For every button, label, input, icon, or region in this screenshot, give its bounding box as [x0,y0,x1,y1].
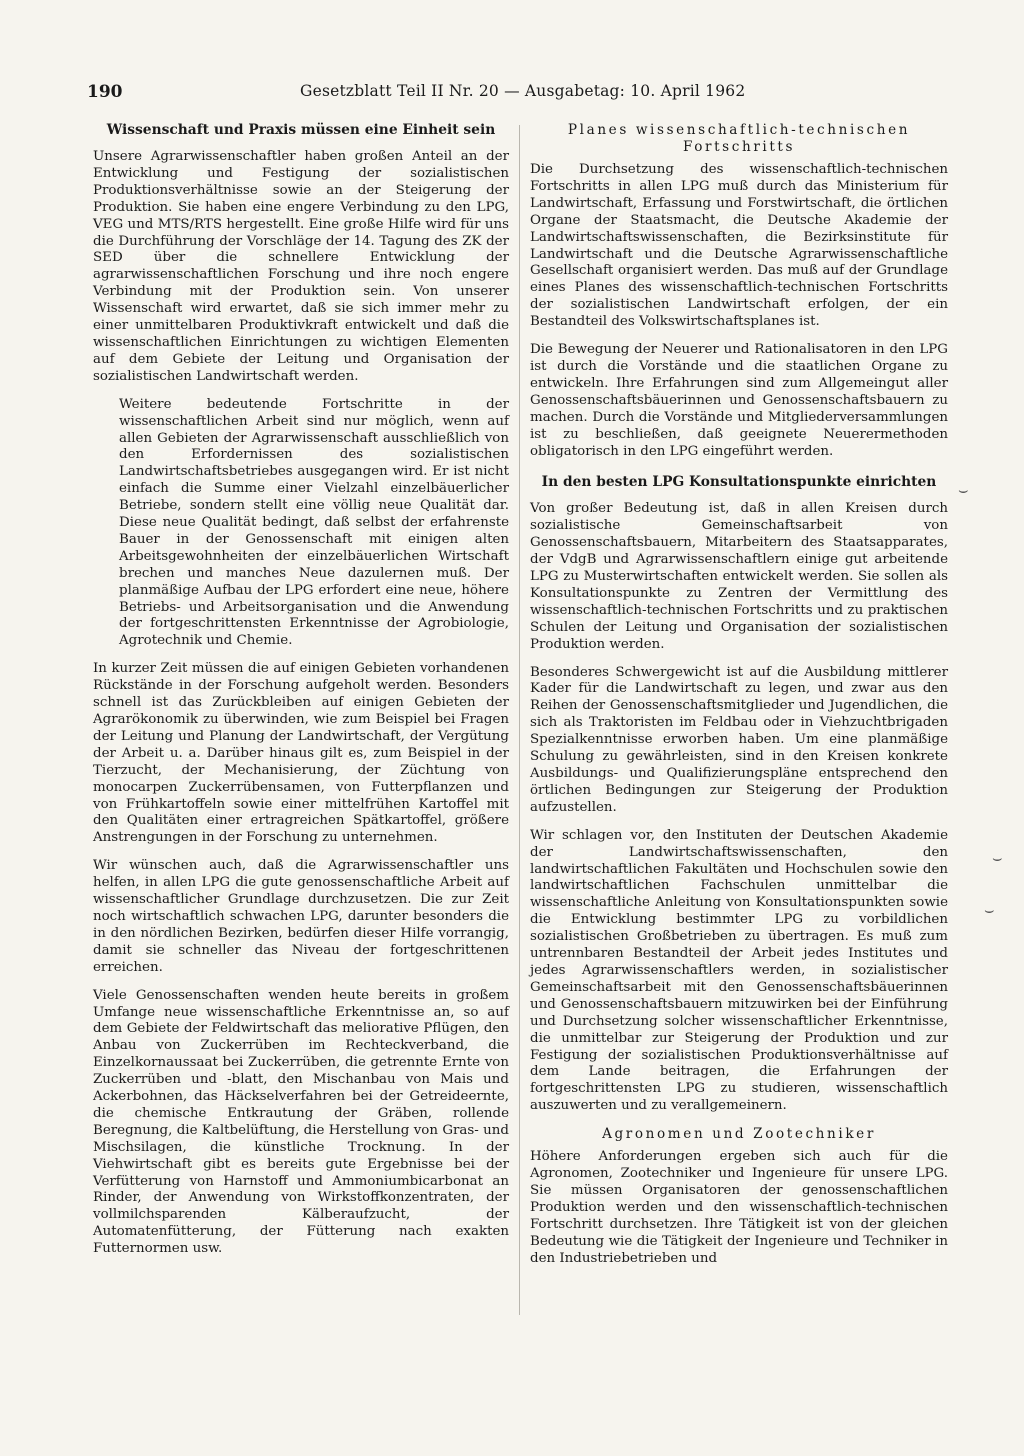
paragraph: Die Bewegung der Neuerer und Rationalisatoren in den LPG ist durch die Vorstände und die staatlichen Organe zu entwickeln. Ihre Erfahrungen sind zum Allgemeingut aller Genossenschaftsbäuerinnen und Genossenschaftsbauern zu machen. Durch die Vorstände und Mitgliederversammlungen ist zu beschließen, daß geeignete Neuerermethoden obligatorisch in den LPG eingeführt werden. [530,342,948,459]
section-heading: Agronomen und Zootechniker [602,1126,876,1143]
paragraph: Höhere Anforderungen ergeben sich auch für die Agronomen, Zootechniker und Ingenieure für unsere LPG. Sie müssen Organisatoren der genossenschaftlichen Produktion werden und den wissenschaftlich-technischen Fortschritt durchsetzen. Ihre Tätigkeit ist von der gleichen Bedeutung wie die Tätigkeit der Ingenieure und Techniker in den Industriebetrieben und [530,1149,948,1266]
page-number: 190 [87,82,123,102]
margin-mark: ⌣ [992,848,1003,867]
paragraph: Unsere Agrarwissenschaftler haben großen Anteil an der Entwicklung und Festigung der sozialistischen Produktionsverhältnisse sowie an der Steigerung der Produktion. Sie haben eine engere Verbindung zu den LPG, VEG und MTS/RTS hergestellt. Eine große Hilfe wird für uns die Durchführung der Vorschläge der 14. Tagung des ZK der SED über die schnellere Entwicklung der agrarwissenschaftlichen Forschung und ihre noch engere Verbindung mit der Produktion sein. Von unserer Wissenschaft wird erwartet, daß sie sich immer mehr zu einer unmittelbaren Produktivkraft entwickelt und daß die wissenschaftlichen Einrichtungen zu wichtigen Elementen auf dem Gebiete der Leitung und Organisation der sozialistischen Landwirtschaft werden. [93,149,509,384]
left-column [93,122,509,1269]
paragraph: In kurzer Zeit müssen die auf einigen Gebieten vorhandenen Rückstände in der Forschung aufgeholt werden. Besonders schnell ist das Zurückbleiben auf einigen Gebieten der Agrarökonomik zu überwinden, wie zum Beispiel bei Fragen der Leitung und Planung der Landwirtschaft, der Vergütung der Arbeit u. a. Darüber hinaus gilt es, zum Beispiel in der Tierzucht, der Mechanisierung, der Züchtung von monocarpen Zuckerrübensamen, von Futterpflanzen und von Frühkartoffeln sowie einer mittelfrühen Kartoffel mit den Qualitäten einer ertragreichen Spätkartoffel, größere Anstrengungen in der Forschung zu unternehmen. [93,661,509,846]
running-header: Gesetzblatt Teil II Nr. 20 — Ausgabetag: 10. April 1962 [300,82,746,100]
section-heading: Planes wissenschaftlich-technischen Fortschritts [567,122,911,155]
paragraph: Besonderes Schwergewicht ist auf die Ausbildung mittlerer Kader für die Landwirtschaft zu legen, und zwar aus den Reihen der Genossenschaftsmitglieder und Jugendlichen, die sich als Traktoristen im Feldbau oder in Viehzuchtbrigaden Spezialkenntnisse erworben haben. Um eine planmäßige Schulung zu gewährleisten, sind in den Kreisen konkrete Ausbildungs- und Qualifizierungspläne entsprechend den örtlichen Bedingungen zur Steigerung der Produktion aufzustellen. [530,664,948,815]
right-column [530,122,948,1278]
section-heading: In den besten LPG Konsultationspunkte einrichten [541,474,937,491]
section-heading: Wissenschaft und Praxis müssen eine Einheit sein [106,122,496,138]
margin-mark: ⌣ [984,900,995,919]
paragraph: Viele Genossenschaften wenden heute bereits in großem Umfange neue wissenschaftliche Erkenntnisse an, so auf dem Gebiete der Feldwirtschaft das meliorative Pflügen, den Anbau von Zuckerrüben im Rechteckverband, die Einzelkornaussaat bei Zuckerrüben, die getrennte Ernte von Zuckerrüben und -blatt, den Mischanbau von Mais und Ackerbohnen, das Häckselverfahren bei der Getreideernte, die chemische Entkrautung der Gräben, rollende Beregnung, die Kaltbelüftung, die Herstellung von Gras- und Mischsilagen, die künstliche Trocknung. In der Viehwirtschaft gibt es bereits gute Ergebnisse bei der Verfütterung von Harnstoff und Ammoniumbicarbonat an Rinder, der Anwendung von Wirkstoffkonzentraten, der vollmilchsparenden Kälberaufzucht, der Automatenfütterung, der Fütterung nach exakten Futternormen usw. [93,987,509,1257]
paragraph: Wir wünschen auch, daß die Agrarwissenschaftler uns helfen, in allen LPG die gute genossenschaftliche Arbeit auf wissenschaftlicher Grundlage durchzusetzen. Die zur Zeit noch wirtschaftlich schwachen LPG, darunter besonders die in den nördlichen Bezirken, bedürfen dieser Hilfe vorrangig, damit sie schneller das Niveau der fortgeschrittenen erreichen. [93,858,509,975]
paragraph: Weitere bedeutende Fortschritte in der wissenschaftlichen Arbeit sind nur möglich, wenn auf allen Gebieten der Agrarwissenschaft ausschließlich von den Erfordernissen des sozialistischen Landwirtschaftsbetriebes ausgegangen wird. Er ist nicht einfach die Summe einer Vielzahl einzelbäuerlicher Betriebe, sondern stellt eine völlig neue Qualität dar. Diese neue Qualität bedingt, daß selbst der erfahrenste Bauer in der Genossenschaft mit einigen alten Arbeitsgewohnheiten der einzelbäuerlichen Wirtschaft brechen und manches Neue dazulernen muß. Der planmäßige Aufbau der LPG erfordert eine neue, höhere Betriebs- und Arbeitsorganisation und die Anwendung der fortgeschrittensten Erkenntnisse der Agrobiologie, Agrotechnik und Chemie. [119,396,509,649]
indented-quote [93,397,509,651]
column-divider [519,125,520,1315]
paragraph: Von großer Bedeutung ist, daß in allen Kreisen durch sozialistische Gemeinschaftsarbeit von Genossenschaftsbauern, Mitarbeitern des Staatsapparates, der VdgB und Agrarwissenschaftlern einige gut arbeitende LPG zu Musterwirtschaften entwickelt werden. Sie sollen als Konsultationspunkte zu Zentren der Vermittlung des wissenschaftlich-technischen Fortschritts und zu praktischen Schulen der Leitung und Organisation der sozialistischen Produktion werden. [530,501,948,652]
paragraph: Die Durchsetzung des wissenschaftlich-technischen Fortschritts in allen LPG muß durch das Ministerium für Landwirtschaft, Erfassung und Forstwirtschaft, die örtlichen Organe der Staatsmacht, die Deutsche Akademie der Landwirtschaftswissenschaften, die Bezirksinstitute für Landwirtschaft und die Deutsche Agrarwissenschaftliche Gesellschaft organisiert werden. Das muß auf der Grundlage eines Planes des wissenschaftlich-technischen Fortschritts der sozialistischen Landwirtschaft erfolgen, der ein Bestandteil des Volkswirtschaftsplanes ist. [530,162,948,330]
paragraph: Wir schlagen vor, den Instituten der Deutschen Akademie der Landwirtschaftswissenschaften, den landwirtschaftlichen Fakultäten und Hochschulen sowie den landwirtschaftlichen Fachschulen unmittelbar die wissenschaftliche Anleitung von Konsultationspunkten sowie die Entwicklung bestimmter LPG zu vorbildlichen sozialistischen Großbetrieben zu übertragen. Es muß zum untrennbaren Bestandteil der Arbeit jedes Institutes und jedes Agrarwissenschaftlers werden, in sozialistischer Gemeinschaftsarbeit mit den Genossenschaftsbäuerinnen und Genossenschaftsbauern mitzuwirken bei der Einführung und Durchsetzung solcher wissenschaftlicher Erkenntnisse, die unmittelbar zur Steigerung der Produktion und zur Festigung der sozialistischen Produktionsverhältnisse auf dem Lande beitragen, die Erfahrungen der fortgeschrittensten LPG zu studieren, wissenschaftlich auszuwerten und zu verallgemeinern. [530,827,948,1114]
margin-mark: ⌣ [958,480,969,499]
